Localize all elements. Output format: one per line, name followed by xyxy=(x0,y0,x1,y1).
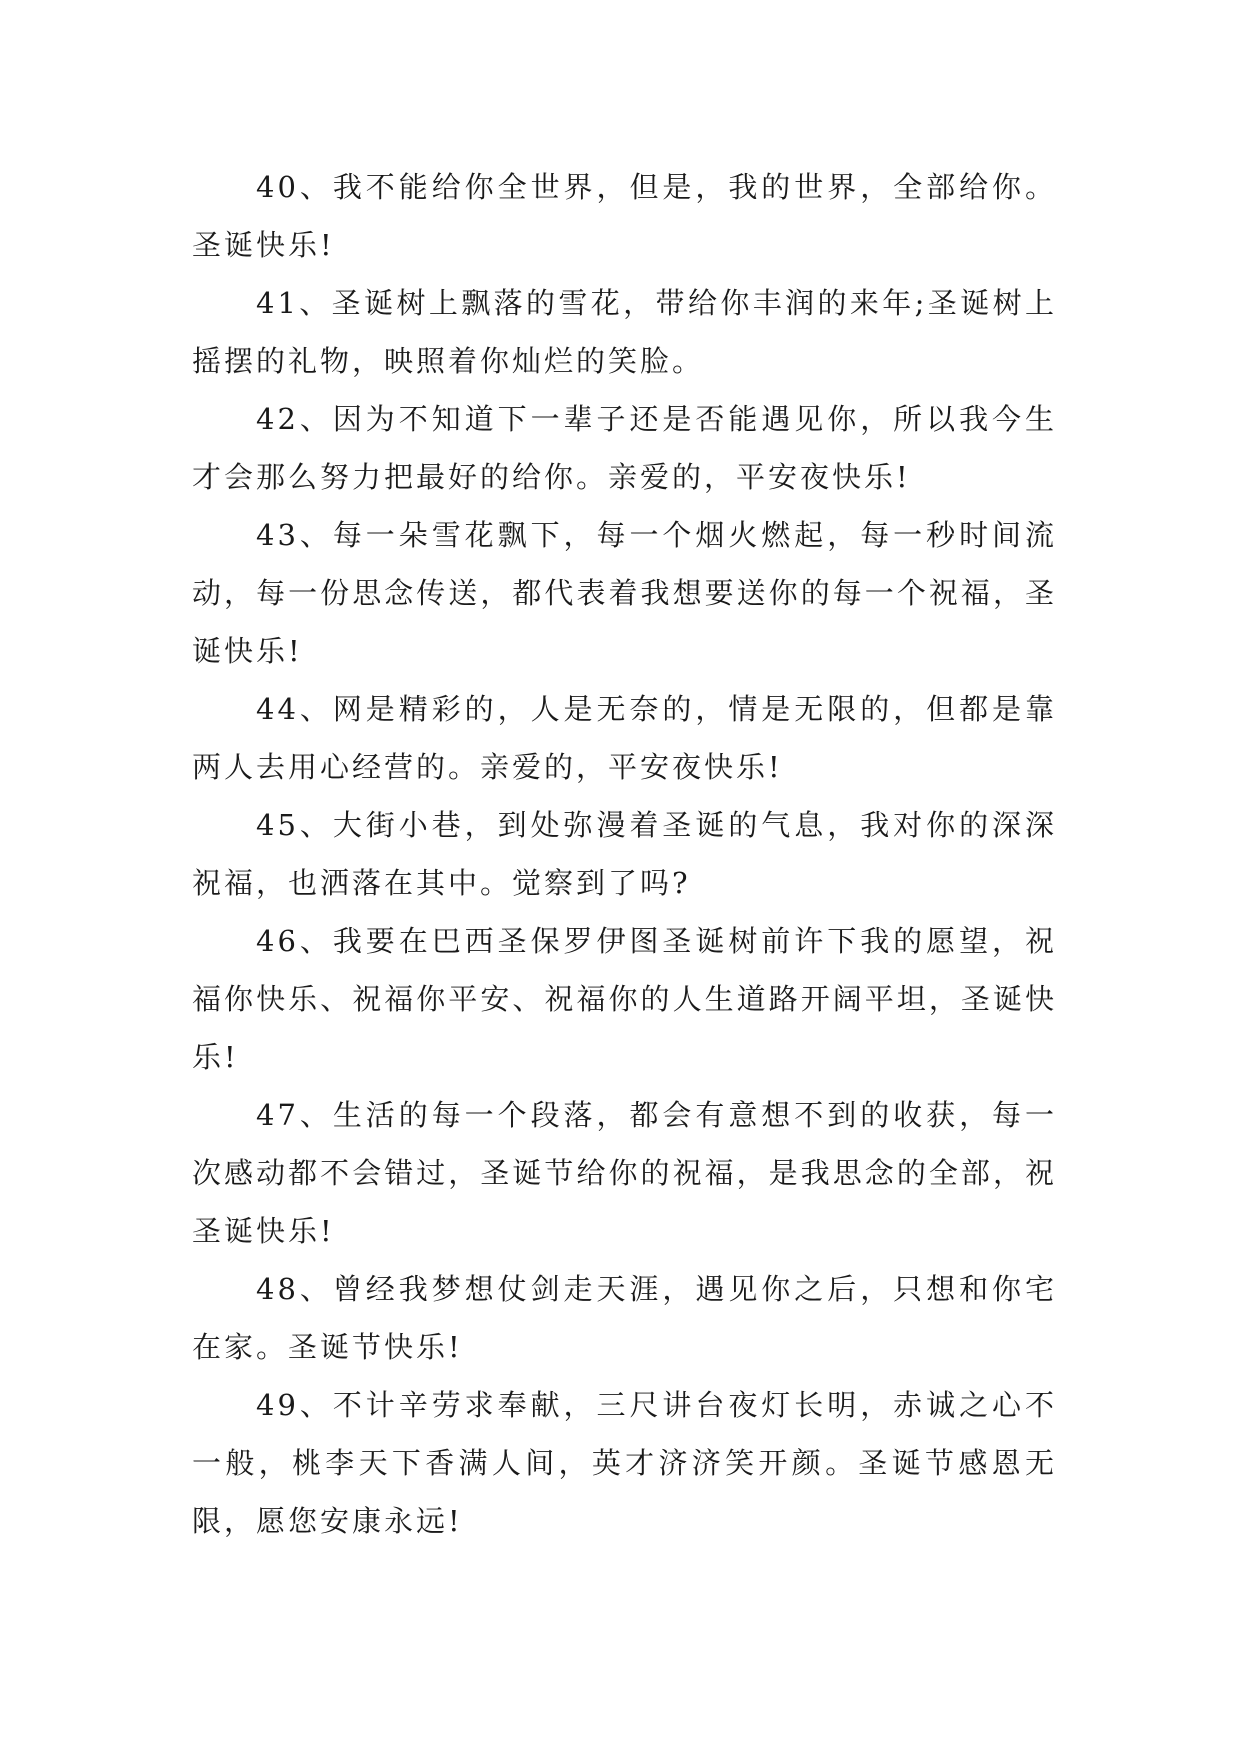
paragraph-41: 41、圣诞树上飘落的雪花，带给你丰润的来年;圣诞树上摇摆的礼物，映照着你灿烂的笑脸。 xyxy=(192,286,1057,378)
paragraph-40: 40、我不能给你全世界，但是，我的世界，全部给你。圣诞快乐! xyxy=(192,170,1057,262)
paragraph-47: 47、生活的每一个段落，都会有意想不到的收获，每一次感动都不会错过，圣诞节给你的祝福，是我思念的全部，祝圣诞快乐! xyxy=(192,1098,1057,1248)
paragraph-49: 49、不计辛劳求奉献，三尺讲台夜灯长明，赤诚之心不一般，桃李天下香满人间，英才济济笑开颜。圣诞节感恩无限，愿您安康永远! xyxy=(192,1388,1057,1538)
paragraph-42: 42、因为不知道下一辈子还是否能遇见你，所以我今生才会那么努力把最好的给你。亲爱的，平安夜快乐! xyxy=(192,402,1057,494)
paragraph-48: 48、曾经我梦想仗剑走天涯，遇见你之后，只想和你宅在家。圣诞节快乐! xyxy=(192,1272,1057,1364)
paragraph-43: 43、每一朵雪花飘下，每一个烟火燃起，每一秒时间流动，每一份思念传送，都代表着我想要送你的每一个祝福，圣诞快乐! xyxy=(192,518,1057,668)
document-body xyxy=(192,158,1057,1550)
paragraph-45: 45、大街小巷，到处弥漫着圣诞的气息，我对你的深深祝福，也洒落在其中。觉察到了吗? xyxy=(192,808,1057,900)
paragraph-44: 44、网是精彩的，人是无奈的，情是无限的，但都是靠两人去用心经营的。亲爱的，平安夜快乐! xyxy=(192,692,1057,784)
paragraph-46: 46、我要在巴西圣保罗伊图圣诞树前许下我的愿望，祝福你快乐、祝福你平安、祝福你的人生道路开阔平坦，圣诞快乐! xyxy=(192,924,1057,1074)
